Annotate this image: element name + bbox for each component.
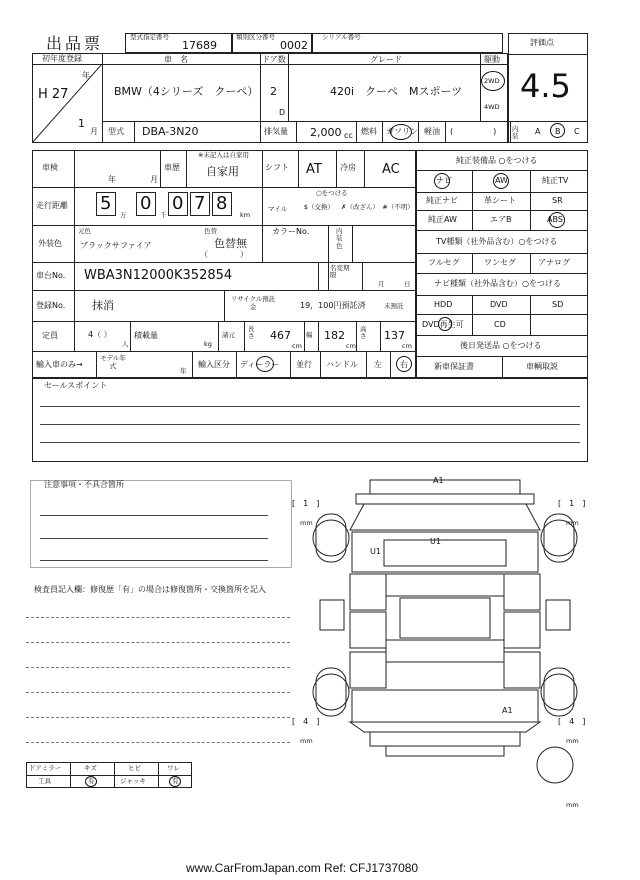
equip-tv: 純正TV	[542, 176, 569, 185]
mileage-digit: 8	[216, 193, 228, 214]
grade-value: 420i クーペ Mスポーツ	[330, 85, 463, 98]
legend-cell: ヒビ	[128, 764, 141, 772]
model-type-label: 型式	[108, 127, 124, 136]
grade-score-value: 4.5	[520, 67, 571, 105]
equip-genuine-navi: 純正ナビ	[426, 196, 458, 205]
handle-option-left: 左	[374, 360, 382, 369]
mileage-digit: 0	[140, 193, 152, 214]
interior-label: 内装	[512, 125, 519, 140]
mileage-unit-sen: 千	[160, 211, 167, 219]
legend-cell: 有	[172, 777, 179, 785]
tv-header: TV種類（社外品含む）○をつける	[436, 237, 558, 246]
legend-cell: ワレ	[167, 764, 180, 772]
displacement-unit: cc	[344, 131, 353, 140]
drive-option-4wd: 4WD	[484, 103, 500, 111]
mileage-option-altered: ✗（改ざん）	[341, 203, 379, 211]
inspection-block	[32, 150, 416, 378]
drive-selected-circle	[481, 71, 505, 91]
load-label: 積載量	[134, 331, 158, 340]
tire-front-right-unit: mm	[566, 519, 579, 527]
mileage-digit: 7	[194, 193, 206, 214]
ac-label: 冷房	[340, 163, 356, 172]
equip-aw: AW	[495, 176, 508, 185]
navi-sd: SD	[552, 300, 564, 309]
tire-front-right-value: [ 1 ]	[558, 499, 586, 508]
grade-label: グレード	[370, 55, 402, 64]
color-orig-label: 元色	[78, 227, 91, 235]
later-header: 後日発送品 ○をつける	[460, 341, 542, 350]
equip-navi: ナビ	[436, 176, 452, 185]
tire-front-left-value: [ 1 ]	[292, 499, 320, 508]
damage-mark-u1-left: U1	[370, 547, 381, 556]
height-label: 高さ	[360, 325, 367, 340]
mileage-unit-man: 万	[120, 211, 127, 219]
equip-genuine-aw: 純正AW	[428, 215, 457, 224]
color-paren: （ ）	[200, 250, 248, 259]
name-change-day: 日	[404, 280, 411, 288]
navi-cd: CD	[494, 320, 506, 329]
model-year-unit: 年	[180, 367, 187, 375]
capacity-unit: 人	[122, 340, 129, 348]
reg-label: 登録No.	[36, 301, 66, 310]
car-name-label: 車 名	[164, 55, 188, 64]
handle-label: ハンドル	[326, 360, 358, 369]
inspector-label: 検査員記入欄：修復歴「有」の場合は修復箇所・交換箇所を記入	[34, 585, 266, 594]
drive-option-2wd: 2WD	[484, 77, 500, 85]
color-changed-value: 色替無	[214, 237, 247, 250]
tv-full: フルセグ	[428, 258, 460, 267]
recycle-value: 19，100円預託済	[300, 301, 366, 310]
legend-tool-circle	[85, 776, 97, 787]
color-label: 外装色	[38, 239, 62, 248]
mileage-option-mile: マイル	[268, 205, 288, 213]
drive-label: 駆動	[484, 55, 500, 64]
interior-grade-b: B	[555, 127, 561, 136]
light-oil-bracket: ( )	[450, 127, 497, 136]
doors-label: ドア数	[262, 55, 286, 64]
import-selected-circle	[256, 356, 274, 372]
equip-airbag: エアB	[490, 215, 512, 224]
model-year-label: モデル年式	[100, 354, 126, 370]
ac-value: AC	[382, 162, 400, 177]
chassis-label: 車台No.	[36, 271, 66, 280]
length-value: 467	[270, 329, 291, 342]
later-manual: 車輌取説	[526, 362, 558, 371]
navi-dvd-play-circle	[438, 317, 452, 331]
interior-grade-a: A	[535, 127, 541, 136]
capacity-value: 4（ ）	[88, 330, 112, 339]
legend-cell: キズ	[84, 764, 97, 772]
recycle-label: リサイクル預託金	[230, 295, 276, 311]
interior-selected-circle	[550, 123, 565, 138]
import-option-parallel: 並行	[296, 360, 312, 369]
spec-label: 諸元	[222, 331, 235, 339]
mileage-option-exchange: $（交換）	[303, 203, 335, 211]
legend-cell: ジャッキ	[120, 777, 146, 785]
equip-navi-circle	[434, 173, 450, 189]
use-note: ※未記入は自家用	[198, 151, 249, 159]
height-unit: cm	[402, 342, 412, 350]
model-type-value: DBA-3N20	[142, 125, 199, 138]
mileage-unit-km: km	[240, 211, 251, 219]
tire-rear-right-value: [ 4 ]	[558, 717, 586, 726]
import-option-dealer: ディーラー	[240, 360, 280, 369]
fuel-value: ガソリン	[386, 127, 418, 136]
category-value: 0002	[280, 39, 308, 52]
first-reg-month-unit: 月	[90, 127, 98, 136]
mileage-label: 走行距離	[36, 201, 68, 210]
doors-value: 2	[270, 85, 277, 98]
import-only-label: 輸入車のみ→	[36, 360, 83, 369]
recycle-unpaid: 未預託	[384, 302, 404, 310]
interior-grade-c: C	[574, 127, 580, 136]
damage-mark-a1-bottom: A1	[502, 706, 513, 715]
shaken-month-unit: 月	[150, 175, 158, 184]
first-reg-label: 初年度登録	[42, 54, 82, 63]
fuel-label: 燃料	[361, 127, 377, 136]
tire-rear-left-value: [ 4 ]	[292, 717, 320, 726]
damage-mark-u1-center: U1	[430, 537, 441, 546]
length-label: 長さ	[248, 325, 255, 340]
grade-score-label: 評価点	[530, 38, 554, 47]
legend-cell: 有	[88, 777, 95, 785]
damage-mark-a1-top: A1	[433, 476, 444, 485]
light-oil-label: 軽油	[424, 127, 440, 136]
chassis-value: WBA3N12000K352854	[84, 268, 233, 283]
color-code-label: 色替	[204, 227, 217, 235]
sales-point-box	[32, 378, 588, 462]
width-label: 幅	[306, 331, 313, 339]
color-no-label: カラーNo.	[272, 227, 310, 236]
shaken-label: 車検	[42, 163, 58, 172]
mileage-digit: 0	[172, 193, 184, 214]
navi-header: ナビ種類（社外品含む）○をつける	[434, 279, 561, 288]
length-unit: cm	[292, 342, 302, 350]
displacement-label: 排気量	[264, 127, 288, 136]
spare-tire-unit: mm	[566, 801, 579, 809]
mileage-option-unknown: #（不明）	[382, 203, 414, 211]
use-label: 車歴	[164, 163, 180, 172]
equip-abs-circle	[549, 212, 565, 228]
height-value: 137	[384, 329, 405, 342]
form-title: 出品票	[46, 34, 104, 53]
name-change-label: 名変期限	[330, 264, 350, 279]
handle-option-right: 右	[400, 360, 408, 369]
color-orig-value: ブラックサファイア	[80, 241, 152, 250]
tire-rear-right-unit: mm	[566, 737, 579, 745]
equip-aw-circle	[493, 173, 509, 189]
reg-value: 抹消	[92, 299, 114, 312]
shift-label: シフト	[265, 163, 289, 172]
watermark: www.CarFromJapan.com Ref: CFJ1737080	[186, 861, 419, 875]
fuel-selected-circle	[390, 124, 412, 140]
model-cert-label: 型式指定番号	[130, 33, 169, 41]
genuine-header: 純正装備品 ○をつける	[456, 156, 538, 165]
navi-dvd-play: DVD再生可	[422, 320, 464, 329]
name-change-month: 月	[378, 280, 385, 288]
handle-selected-circle	[396, 356, 412, 372]
legend-cell: 工具	[38, 777, 51, 785]
first-reg-year: H 27	[38, 87, 69, 102]
doors-suffix: D	[279, 108, 286, 117]
equip-leather: 革シート	[484, 196, 516, 205]
capacity-label: 定員	[42, 331, 58, 340]
import-type-label: 輸入区分	[198, 360, 230, 369]
legend-jack-circle	[169, 776, 181, 787]
first-reg-month: 1	[78, 117, 85, 130]
model-cert-value: 17689	[182, 39, 217, 52]
displacement-value: 2,000	[310, 126, 342, 139]
shift-value: AT	[306, 162, 322, 177]
car-name-value: BMW（4シリーズ クーペ）	[114, 85, 259, 98]
equip-sr: SR	[552, 196, 563, 205]
tv-analog: アナログ	[538, 258, 570, 267]
navi-dvd: DVD	[490, 300, 508, 309]
car-diagram	[290, 470, 600, 810]
later-warranty: 新車保証書	[434, 362, 474, 371]
equip-abs: ABS	[547, 215, 563, 224]
navi-hdd: HDD	[434, 300, 453, 309]
use-value: 自家用	[206, 165, 239, 178]
serial-label: シリアル番号	[322, 33, 361, 41]
notes-label: 注意事項・不具合箇所	[44, 480, 124, 489]
shaken-year-unit: 年	[108, 175, 116, 184]
tire-front-left-unit: mm	[300, 519, 313, 527]
mileage-circle-note: ○をつける	[316, 189, 348, 197]
category-label: 類別区分番号	[236, 33, 275, 41]
width-value: 182	[324, 329, 345, 342]
sales-point-label: セールスポイント	[44, 381, 108, 390]
mileage-digit: 5	[100, 193, 112, 214]
tire-rear-left-unit: mm	[300, 737, 313, 745]
interior-color-label: 内装色	[336, 227, 343, 250]
tv-oneseg: ワンセグ	[484, 258, 516, 267]
width-unit: cm	[346, 342, 356, 350]
load-unit: kg	[204, 340, 212, 348]
legend-cell: ドアミラー	[29, 764, 62, 772]
first-reg-year-unit: 年	[82, 71, 90, 80]
